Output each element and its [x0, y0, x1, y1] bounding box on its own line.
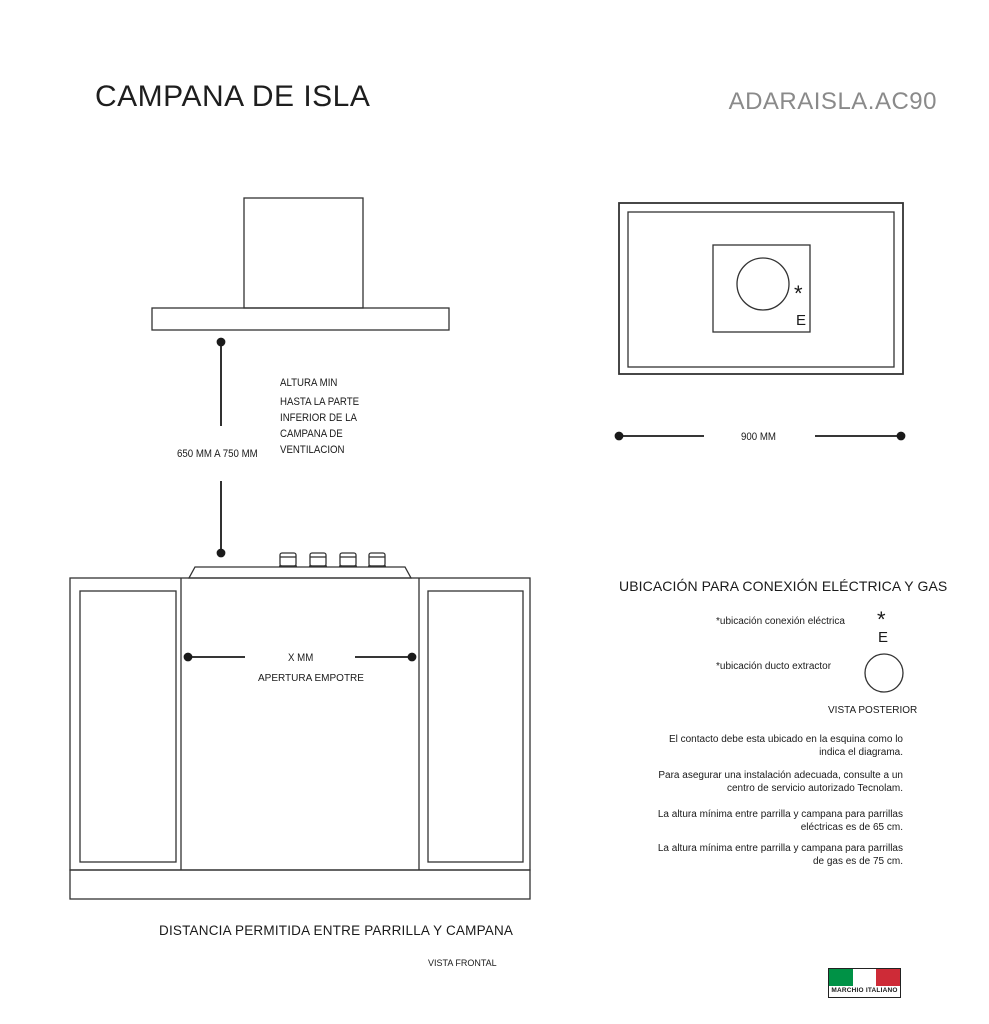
- note-line: La altura mínima entre parrilla y campana para parrillas: [657, 843, 903, 854]
- legend-duct-label: *ubicación ducto extractor: [716, 661, 832, 672]
- model-code: ADARAISLA.AC90: [728, 88, 937, 115]
- top-view-duct-circle: [737, 258, 789, 310]
- note-line: Para asegurar una instalación adecuada, consulte a un: [658, 770, 903, 781]
- height-label-line: VENTILACION: [280, 444, 345, 456]
- height-label-line: HASTA LA PARTE: [280, 396, 360, 408]
- top-dim-right-dot: [898, 433, 905, 440]
- note-line: de gas es de 75 cm.: [812, 856, 903, 867]
- cooktop-knobs: [279, 553, 386, 566]
- height-label-line: INFERIOR DE LA: [280, 412, 357, 424]
- legend-electric-label: *ubicación conexión eléctrica: [716, 616, 845, 627]
- front-caption: DISTANCIA PERMITIDA ENTRE PARRILLA Y CAMPANA: [159, 923, 514, 938]
- height-label-line: CAMPANA DE: [280, 428, 343, 440]
- height-range: 650 MM A 750 MM: [177, 448, 258, 460]
- top-width-label: 900 MM: [741, 431, 776, 443]
- note-2: [658, 769, 903, 795]
- width-label: X MM: [288, 652, 314, 664]
- knob-4: [368, 553, 386, 566]
- hood-canopy: [152, 308, 449, 330]
- hood-chimney: [244, 198, 363, 308]
- opening-label: APERTURA EMPOTRE: [258, 673, 364, 684]
- note-3: [658, 808, 903, 834]
- marchio-italiano-badge: [828, 968, 901, 998]
- cabinet-frame: [70, 578, 530, 870]
- top-view-electric-letter: E: [796, 312, 807, 329]
- width-dim-left-dot: [185, 654, 192, 661]
- cabinet-base: [70, 870, 530, 899]
- legend-heading: UBICACIÓN PARA CONEXIÓN ELÉCTRICA Y GAS: [619, 578, 948, 594]
- note-line: eléctricas es de 65 cm.: [800, 822, 903, 833]
- badge-text: MARCHIO ITALIANO: [831, 987, 898, 994]
- cabinet-door-left: [80, 591, 176, 862]
- top-view-outer: [619, 203, 903, 374]
- note-line: La altura mínima entre parrilla y campana para parrillas: [657, 809, 903, 820]
- note-line: indica el diagrama.: [819, 747, 903, 758]
- top-dim-left-dot: [616, 433, 623, 440]
- note-1: [669, 733, 903, 759]
- knob-2: [309, 553, 327, 566]
- note-line: centro de servicio autorizado Tecnolam.: [726, 783, 903, 794]
- front-view-label: VISTA FRONTAL: [428, 958, 497, 968]
- note-line: El contacto debe esta ubicado en la esquina como lo: [668, 734, 903, 745]
- cooktop: [189, 567, 411, 578]
- height-dim-bottom-dot: [218, 550, 225, 557]
- page-title: CAMPANA DE ISLA: [95, 80, 371, 113]
- top-view-inner: [628, 212, 894, 367]
- width-dim-right-dot: [409, 654, 416, 661]
- legend-duct-circle: [865, 654, 903, 692]
- italian-flag-icon: [829, 969, 900, 986]
- cabinet-door-right: [428, 591, 523, 862]
- height-dim-top-dot: [218, 339, 225, 346]
- height-label-line: ALTURA MIN: [280, 377, 338, 389]
- knob-3: [339, 553, 357, 566]
- note-4: [658, 842, 903, 868]
- legend-electric-symbol: *: [877, 607, 886, 632]
- height-label: [280, 375, 359, 458]
- top-view-electric-symbol: *: [794, 281, 803, 306]
- legend-electric-letter: E: [878, 629, 889, 646]
- rear-view-label: VISTA POSTERIOR: [828, 705, 918, 716]
- knob-1: [279, 553, 297, 566]
